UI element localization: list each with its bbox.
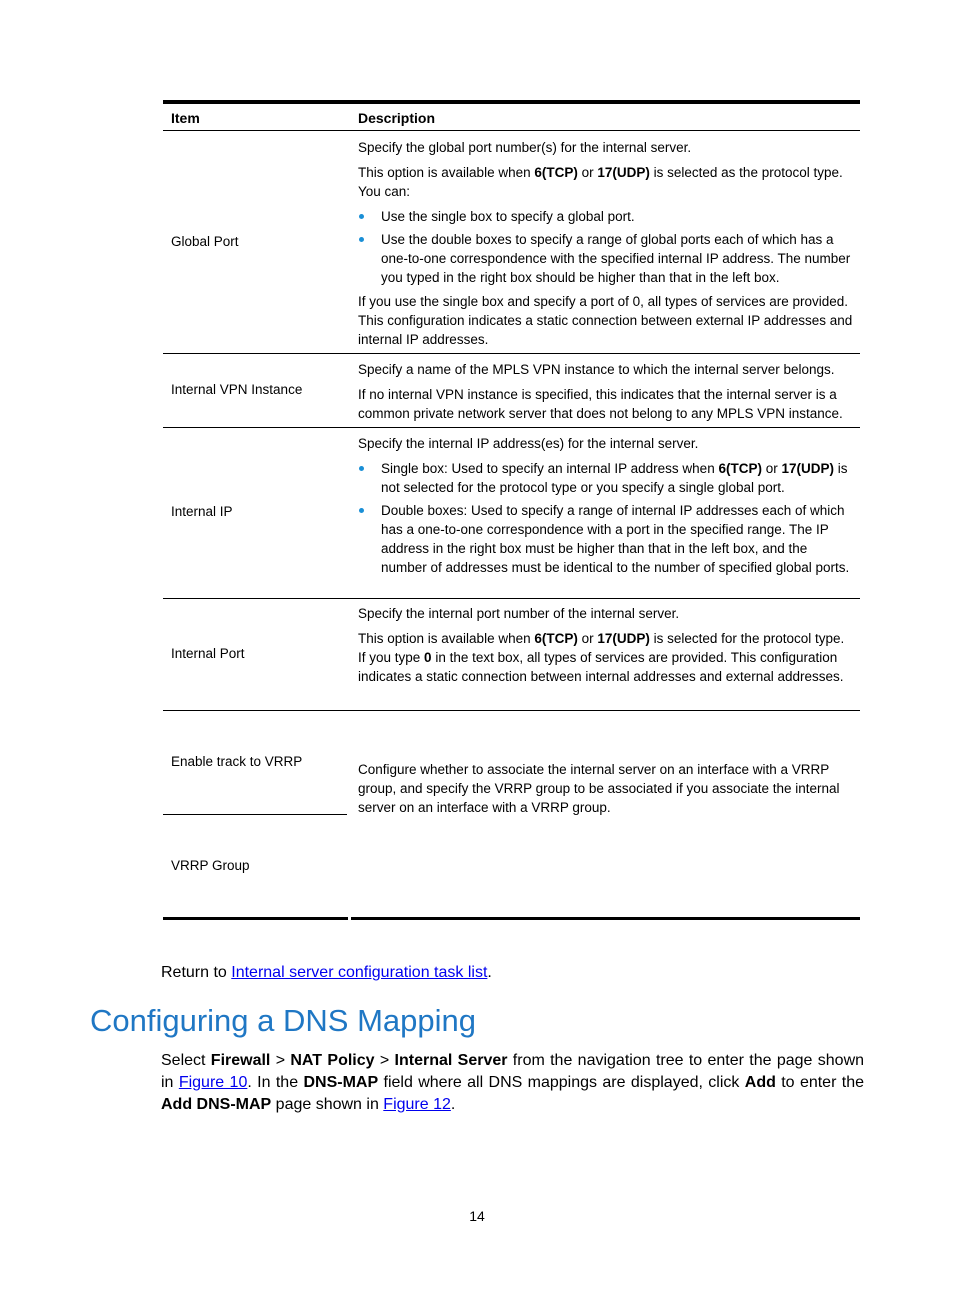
desc-paragraph: If you use the single box and specify a port of 0, all types of services are provided. This configuration indicates a static connection between external IP addresses and internal IP addresses. xyxy=(358,294,853,347)
desc-internal-port xyxy=(358,604,854,692)
item-internal-vpn-instance: Internal VPN Instance xyxy=(171,382,303,397)
desc-internal-ip xyxy=(358,434,854,582)
bullet-list xyxy=(358,207,854,287)
table-bottom-rule-right xyxy=(351,917,860,920)
list-item: Double boxes: Used to specify a range of internal IP addresses each of which has a one-to-one correspondence with a port in the specified range. The IP address in the right box must be higher than that in the left box, and the number of addresses must be identical to the number of specified global ports. xyxy=(358,501,854,577)
item-vrrp-group: VRRP Group xyxy=(171,858,250,873)
figure-12-link[interactable]: Figure 12 xyxy=(383,1096,451,1113)
header-item: Item xyxy=(171,110,200,126)
item-internal-ip: Internal IP xyxy=(171,504,233,519)
list-item: Single box: Used to specify an internal IP address when 6(TCP) or 17(UDP) is not selected for the protocol type or you specify a single global port. xyxy=(358,459,854,497)
return-line: Return to Internal server configuration task list. xyxy=(161,964,492,981)
section-title: Configuring a DNS Mapping xyxy=(90,1003,476,1038)
desc-paragraph: Configure whether to associate the internal server on an interface with a VRRP group, and specify the VRRP group to be associated if you associate the internal server on an interface with a VRRP group. xyxy=(358,762,840,815)
desc-paragraph: Specify a name of the MPLS VPN instance to which the internal server belongs. xyxy=(358,362,835,377)
item-enable-track-to-vrrp: Enable track to VRRP xyxy=(171,754,303,769)
table-bottom-rule-left xyxy=(163,917,348,920)
desc-paragraph: This option is available when 6(TCP) or 17(UDP) is selected for the protocol type. If you type 0 in the text box, all types of services are provided. This configuration indicates a static connection between internal addresses and external addresses. xyxy=(358,631,845,684)
header-bottom-rule xyxy=(163,130,860,131)
desc-paragraph: If no internal VPN instance is specified, this indicates that the internal server is a common private network server that does not belong to any MPLS VPN instance. xyxy=(358,387,843,421)
header-description: Description xyxy=(358,110,436,126)
table-top-rule xyxy=(163,100,860,104)
item-internal-port: Internal Port xyxy=(171,646,245,661)
page-number: 14 xyxy=(469,1208,485,1224)
desc-paragraph: This option is available when 6(TCP) or 17(UDP) is selected as the protocol type. You can: xyxy=(358,165,843,199)
row-rule-4 xyxy=(163,710,860,711)
desc-paragraph: Specify the internal port number of the internal server. xyxy=(358,606,680,621)
row-rule-3 xyxy=(163,598,860,599)
item-global-port: Global Port xyxy=(171,234,239,249)
bullet-list xyxy=(358,459,854,577)
list-item: Use the single box to specify a global port. xyxy=(358,207,854,226)
internal-server-task-list-link[interactable]: Internal server configuration task list xyxy=(231,964,488,981)
desc-internal-vpn-instance xyxy=(358,360,854,429)
section-body: Select Firewall > NAT Policy > Internal Server from the navigation tree to enter the page shown in Figure 10. In the DNS-MAP field where all DNS mappings are displayed, click Add to enter the Add DNS-MAP page shown in Figure 12. xyxy=(161,1052,865,1113)
desc-paragraph: Specify the internal IP address(es) for the internal server. xyxy=(358,436,699,451)
desc-vrrp xyxy=(358,760,854,823)
row-rule-5-item xyxy=(163,814,347,815)
desc-paragraph: Specify the global port number(s) for the internal server. xyxy=(358,140,692,155)
desc-global-port xyxy=(358,138,854,355)
figure-10-link[interactable]: Figure 10 xyxy=(178,1074,248,1091)
list-item: Use the double boxes to specify a range of global ports each of which has a one-to-one correspondence with the specified internal IP address. The number you typed in the right box should be higher than that in the left box. xyxy=(358,230,854,287)
